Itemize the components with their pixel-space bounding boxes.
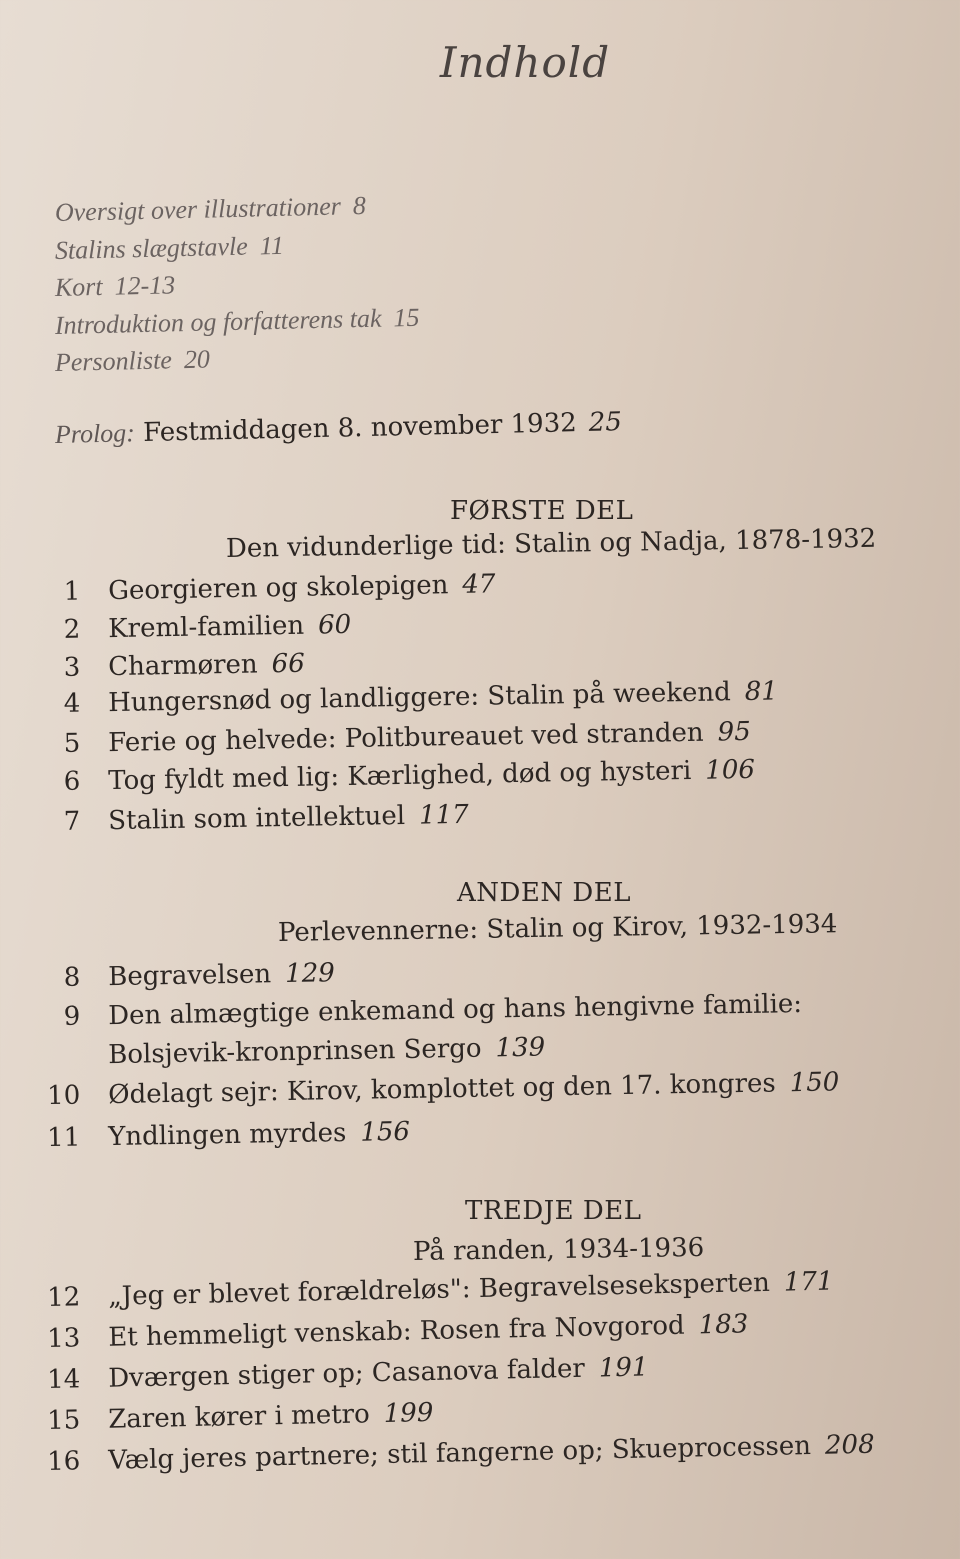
part-subtitle-2: Perlevennerne: Stalin og Kirov, 1932-1934 (277, 909, 838, 948)
part-heading-3: TREDJE DEL (465, 1196, 642, 1226)
chapter-title: Hungersnød og landliggere: Stalin på weekend (107, 677, 731, 719)
chapter-title: Ferie og helvede: Politbureauet ved stranden (107, 717, 704, 759)
chapter-title: Charmøren (107, 649, 258, 683)
chapter-number: 9 (63, 1001, 81, 1032)
chapter-title: Begravelsen (107, 959, 272, 993)
chapter-page: 171 (783, 1266, 834, 1298)
chapter-entry (0, 1264, 960, 1314)
chapter-number: 15 (46, 1405, 81, 1437)
front-matter-list (54, 190, 655, 386)
part-subtitle-1: Den vidunderlige tid: Stalin og Nadja, 1878-1932 (225, 523, 877, 564)
chapter-entry (0, 1107, 960, 1154)
chapter-number: 7 (63, 806, 81, 837)
page-title: Indhold (439, 38, 611, 87)
chapter-title: Georgieren og skolepigen (107, 570, 449, 607)
chapter-number: 8 (63, 962, 81, 993)
item-label: Personliste (54, 345, 173, 377)
item-label: Stalins slægtstavle (54, 231, 249, 265)
chapter-page: 191 (598, 1352, 649, 1384)
chapter-number: 6 (63, 766, 81, 797)
chapter-page: 117 (418, 799, 469, 831)
chapter-title: Et hemmeligt venskab: Rosen fra Novgorod (107, 1310, 685, 1353)
chapter-entry (0, 947, 960, 993)
chapter-title: Zaren kører i metro (107, 1399, 371, 1435)
chapter-number: 4 (63, 688, 81, 719)
chapter-page: 81 (744, 676, 779, 708)
chapter-page: 47 (462, 569, 496, 600)
chapter-page: 199 (383, 1397, 434, 1429)
chapter-title: Kreml-familien (107, 610, 305, 645)
part-subtitle-3: På randen, 1934-1936 (412, 1232, 705, 1267)
item-label: Introduktion og forfatterens tak (54, 303, 382, 340)
chapter-title-continued: Bolsjevik-kronprinsen Sergo (107, 1033, 482, 1071)
chapter-page: 156 (360, 1116, 411, 1148)
chapter-number: 1 (63, 576, 81, 607)
part-heading-1: FØRSTE DEL (450, 496, 634, 526)
item-page: 15 (393, 302, 420, 332)
part-heading-2: ANDEN DEL (457, 878, 631, 908)
chapter-number: 3 (63, 652, 81, 683)
item-page: 12-13 (114, 270, 176, 301)
chapter-page: 139 (495, 1032, 546, 1064)
chapter-page: 60 (317, 609, 352, 641)
item-label: Oversigt over illustrationer (54, 191, 342, 227)
chapter-number: 2 (63, 614, 81, 645)
chapter-page: 129 (284, 958, 336, 990)
chapter-number: 12 (46, 1282, 81, 1314)
prolog-label: Festmiddagen 8. november 1932 (142, 408, 578, 448)
chapter-page: 66 (271, 648, 306, 680)
chapter-title: Stalin som intellektuel (107, 800, 406, 837)
chapter-page: 95 (717, 716, 752, 748)
chapter-title: Tog fyldt med lig: Kærlighed, død og hysteri (107, 755, 692, 797)
chapter-title: Vælg jeres partnere; stil fangerne op; Skueprocessen (107, 1431, 812, 1476)
chapter-title: „Jeg er blevet forældreløs": Begravelseseksperten (107, 1267, 771, 1312)
chapter-number: 16 (46, 1446, 81, 1478)
chapter-number: 5 (63, 728, 81, 759)
chapter-page: 106 (705, 754, 756, 786)
chapter-number: 13 (46, 1323, 81, 1355)
chapter-page: 183 (698, 1309, 749, 1341)
chapter-title: Yndlingen myrdes (107, 1117, 347, 1153)
chapter-entry (0, 561, 960, 607)
chapter-number: 14 (46, 1364, 81, 1396)
chapter-title: Ødelagt sejr: Kirov, komplottet og den 17. kongres (107, 1068, 776, 1111)
chapter-number: 10 (46, 1080, 81, 1112)
prolog-entry (55, 407, 623, 450)
item-page: 8 (352, 190, 367, 221)
chapter-title: Den almægtige enkemand og hans hengivne familie: (107, 989, 803, 1032)
item-page: 20 (183, 344, 211, 375)
prolog-page: 25 (588, 407, 623, 438)
prolog-lead: Prolog: (54, 418, 136, 449)
chapter-number: 11 (46, 1122, 81, 1154)
item-label: Kort (54, 271, 103, 302)
chapter-page: 208 (824, 1429, 875, 1461)
chapter-page: 150 (789, 1067, 840, 1099)
chapter-title: Dværgen stiger op; Casanova falder (107, 1353, 586, 1394)
item-page: 11 (259, 230, 285, 260)
